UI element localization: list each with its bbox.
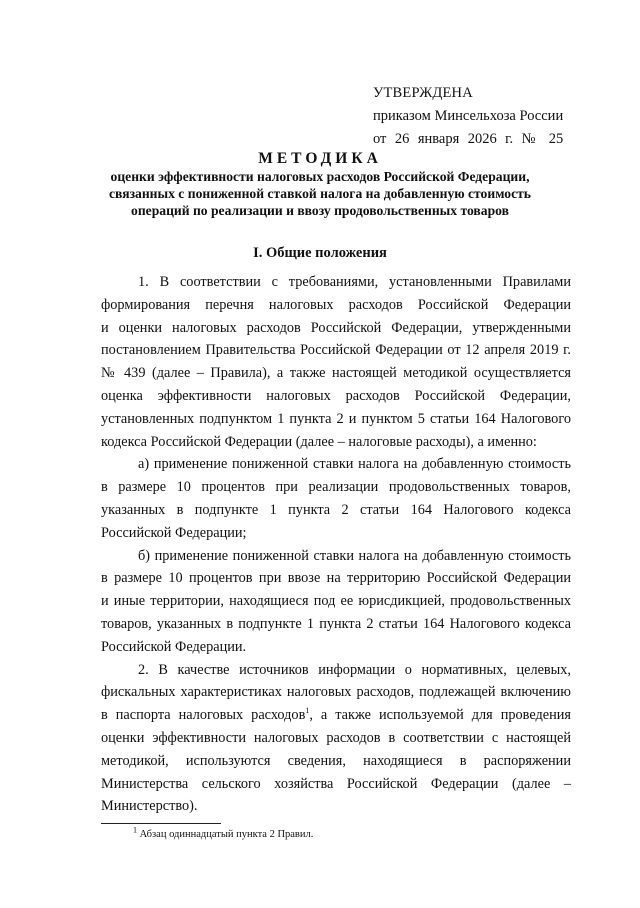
footnote-divider <box>101 823 221 824</box>
paragraph-line: Министерства сельского хозяйства Российской Федерации (далее – <box>101 775 571 792</box>
footnote-marker: 1 <box>133 825 137 835</box>
paragraph-line: оценка эффективности налоговых расходов Российской Федерации, <box>101 387 571 404</box>
paragraph-line-head: в паспорта налоговых расходов <box>101 707 306 724</box>
paragraph-line: и оценки налоговых расходов Российской Федерации, утвержденными <box>101 319 571 336</box>
paragraph-line: в размере 10 процентов при ввозе на территорию Российской Федерации <box>101 570 571 587</box>
paragraph-line: Российской Федерации. <box>101 638 247 655</box>
footnote-text: Абзац одиннадцатый пункта 2 Правил. <box>137 829 314 840</box>
paragraph-line: указанных в подпункте 1 пункта 2 статьи 164 Налогового кодекса <box>101 501 571 518</box>
paragraph-line: кодекса Российской Федерации (далее – налоговые расходы), а именно: <box>101 433 537 450</box>
title-line: оценки эффективности налоговых расходов Российской Федерации, <box>110 169 530 184</box>
paragraph-line: Министерство). <box>101 798 198 815</box>
paragraph-line: 1. В соответствии с требованиями, установленными Правилами <box>138 274 571 290</box>
paragraph-line-tail: , а также используемой для проведения <box>309 707 571 724</box>
paragraph-line: формирования перечня налоговых расходов Российской Федерации <box>101 296 571 313</box>
paragraph-line: установленных подпунктом 1 пункта 2 и пунктом 5 статьи 164 Налогового <box>101 410 571 427</box>
paragraph-line: № 439 (далее – Правила), а также настоящей методикой осуществляется <box>101 365 571 382</box>
paragraph-line: б) применение пониженной ставки налога на добавленную стоимость <box>138 547 571 564</box>
title-line: операций по реализации и ввозу продовольственных товаров <box>131 203 509 218</box>
paragraph-line: 2. В качестве источников информации о нормативных, целевых, <box>138 661 571 678</box>
paragraph-line: Российской Федерации; <box>101 524 247 541</box>
paragraph-line: постановлением Правительства Российской Федерации от 12 апреля 2019 г. <box>101 342 571 359</box>
approval-stamp <box>373 85 563 153</box>
paragraph-line: а) применение пониженной ставки налога на добавленную стоимость <box>138 456 571 473</box>
body-text <box>101 271 571 818</box>
paragraph-line: и иные территории, находящиеся под ее юрисдикцией, продовольственных <box>101 593 571 610</box>
approval-order: приказом Минсельхоза России <box>373 107 564 124</box>
paragraph-line <box>101 704 571 727</box>
paragraph-line: фискальных характеристиках налоговых расходов, подлежащей включению <box>101 684 571 701</box>
paragraph-line: товаров, указанных в подпункте 1 пункта 2 статьи 164 Налогового кодекса <box>101 615 571 632</box>
title-line: связанных с пониженной ставкой налога на добавленную стоимость <box>109 186 531 201</box>
paragraph-line: оценки эффективности налоговых расходов в соответствии с настоящей <box>101 729 571 746</box>
approval-title: УТВЕРЖДЕНА <box>373 85 473 101</box>
footnote <box>133 825 314 841</box>
footnote-reference[interactable]: 1 <box>305 706 310 716</box>
document-title <box>60 150 580 219</box>
paragraph-line: в размере 10 процентов при реализации продовольственных товаров, <box>101 479 571 496</box>
title-main: МЕТОДИКА <box>258 150 382 167</box>
paragraph-line: методикой, используются сведения, находящиеся в распоряжении <box>101 752 571 769</box>
approval-date: от 26 января 2026 г. № 25 <box>373 130 564 147</box>
section-heading: I. Общие положения <box>253 245 387 261</box>
